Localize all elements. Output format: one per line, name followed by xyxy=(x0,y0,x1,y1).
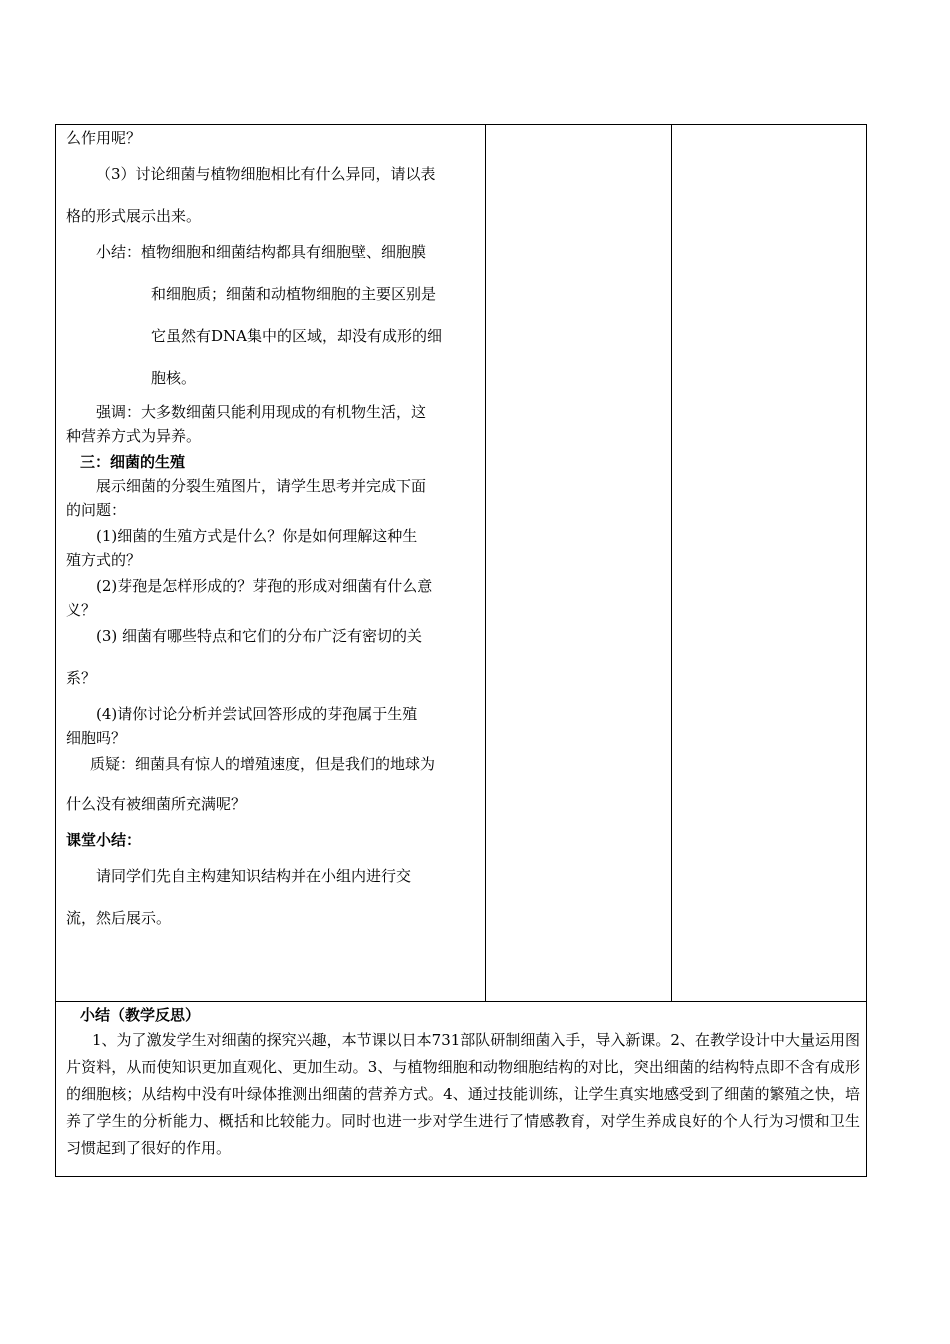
content-line: 小结：植物细胞和细菌结构都具有细胞壁、细胞膜 xyxy=(96,243,427,261)
content-line: 流，然后展示。 xyxy=(66,909,172,927)
content-line: 格的形式展示出来。 xyxy=(66,207,202,225)
content-line: 它虽然有DNA集中的区域，却没有成形的细 xyxy=(151,327,442,345)
content-line: 什么没有被细菌所充满呢？ xyxy=(66,795,247,813)
content-line: (4)请你讨论分析并尝试回答形成的芽孢属于生殖 xyxy=(96,705,418,723)
content-line: 系？ xyxy=(66,669,97,687)
content-line: 强调：大多数细菌只能利用现成的有机物生活，这 xyxy=(96,403,427,421)
reflection-title: 小结（教学反思） xyxy=(80,1006,201,1024)
content-line: 义？ xyxy=(66,601,97,619)
section-heading: 三：细菌的生殖 xyxy=(80,453,186,471)
column-divider xyxy=(671,125,672,1001)
content-line: (1)细菌的生殖方式是什么？你是如何理解这种生 xyxy=(96,527,418,545)
content-line: （3）讨论细菌与植物细胞相比有什么异同，请以表 xyxy=(96,165,436,183)
lesson-table xyxy=(55,124,867,1177)
teaching-reflection-cell xyxy=(66,1003,860,1162)
content-line: 质疑：细菌具有惊人的增殖速度，但是我们的地球为 xyxy=(90,755,436,773)
content-line: 殖方式的？ xyxy=(66,551,142,569)
column-divider xyxy=(485,125,486,1001)
content-line: 种营养方式为异养。 xyxy=(66,427,202,445)
section-heading: 课堂小结： xyxy=(66,831,142,849)
content-line: (2)芽孢是怎样形成的？芽孢的形成对细菌有什么意 xyxy=(96,577,433,595)
content-line: 的问题： xyxy=(66,501,127,519)
content-line: 展示细菌的分裂生殖图片，请学生思考并完成下面 xyxy=(96,477,427,495)
content-line: (3) 细菌有哪些特点和它们的分布广泛有密切的关 xyxy=(96,627,423,645)
content-line: 胞核。 xyxy=(151,369,197,387)
row-divider xyxy=(56,1001,866,1002)
content-line: 和细胞质；细菌和动植物细胞的主要区别是 xyxy=(151,285,437,303)
reflection-body: 1、为了激发学生对细菌的探究兴趣，本节课以日本731部队研制细菌入手，导入新课。2、在教学设计中大量运用图片资料，从而使知识更加直观化、更加生动。3、与植物细胞和动物细胞结构的对比，突出细菌的结构特点即不含有成形的细胞核；从结构中没有叶绿体推测出细菌的营养方式。4、通过技能训练，让学生真实地感受到了细菌的繁殖之快，培养了学生的分析能力、概括和比较能力。同时也进一步对学生进行了情感教育，对学生养成良好的个人行为习惯和卫生习惯起到了很好的作用。 xyxy=(66,1031,860,1157)
content-line: 请同学们先自主构建知识结构并在小组内进行交 xyxy=(96,867,412,885)
content-line: 么作用呢？ xyxy=(66,129,142,147)
content-line: 细胞吗？ xyxy=(66,729,127,747)
